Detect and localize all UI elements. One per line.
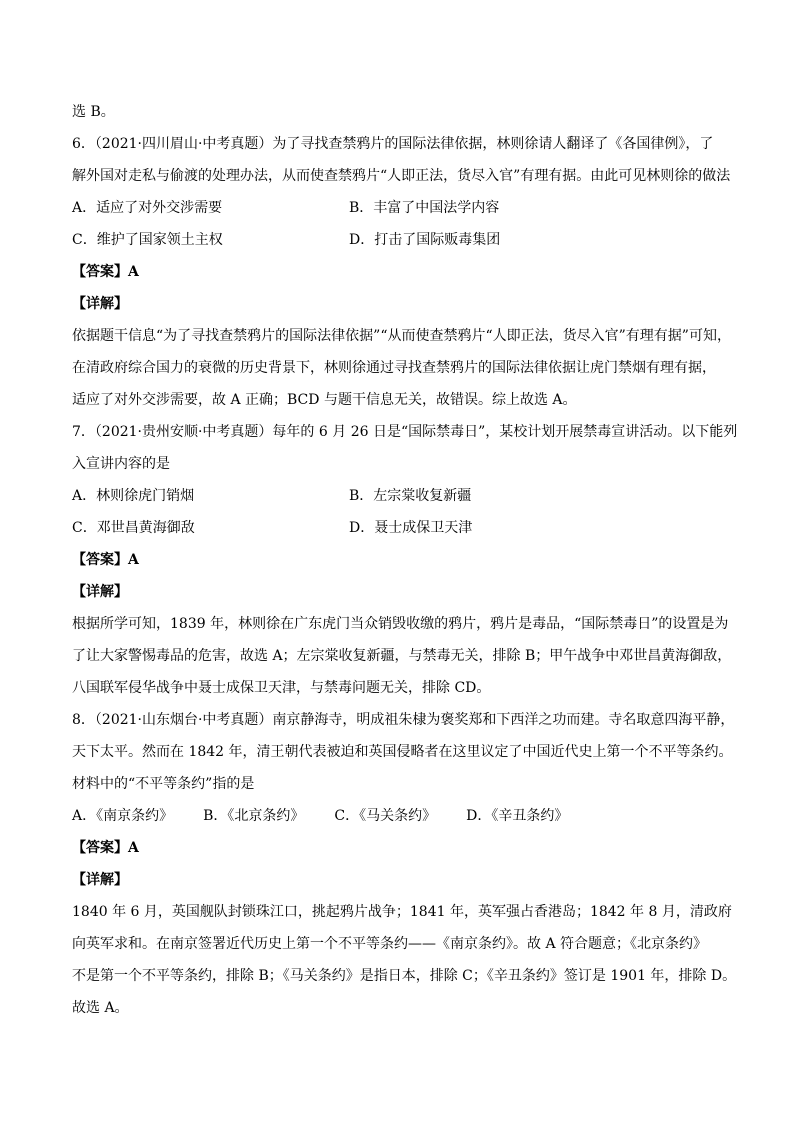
prev-answer-tail: 选 B。 xyxy=(72,104,115,120)
answer-label: 【答案】A xyxy=(72,552,139,568)
option-d: D．聂士成保卫天津 xyxy=(349,520,473,536)
option-b: B．丰富了中国法学内容 xyxy=(349,200,500,216)
option-a: A．《南京条约》 xyxy=(72,808,174,824)
options-row xyxy=(72,800,722,832)
option-b: B．左宗棠收复新疆 xyxy=(349,488,472,504)
question-7 xyxy=(72,416,738,704)
detail-line: 1840 年 6 月，英国舰队封锁珠江口，挑起鸦片战争；1841 年，英军强占香港岛；1842 年 8 月，清政府 xyxy=(72,904,732,920)
question-stem-line: 解外国对走私与偷渡的处理办法，从而使查禁鸦片“人即正法，货尽入官”有理有据。由此可见林则徐的做法 xyxy=(72,168,731,184)
options-row xyxy=(72,224,722,256)
detail-line: 不是第一个不平等条约，排除 B；《马关条约》是指日本，排除 C；《辛丑条约》签订是 1901 年，排除 D。 xyxy=(72,968,737,984)
detail-line: 根据所学可知，1839 年，林则徐在广东虎门当众销毁收缴的鸦片，鸦片是毒品，“国际禁毒日”的设置是为 xyxy=(72,616,729,632)
detail-line: 向英军求和。在南京签署近代历史上第一个不平等条约——《南京条约》。故 A 符合题意；《北京条约》 xyxy=(72,936,708,952)
question-stem-line: 材料中的“不平等条约”指的是 xyxy=(72,776,255,792)
question-stem-line: 7．（2021·贵州安顺·中考真题）每年的 6 月 26 日是“国际禁毒日”，某校计划开展禁毒宣讲活动。以下能列 xyxy=(72,424,738,440)
detail-line: 依据题干信息“为了寻找查禁鸦片的国际法律依据”“从而使查禁鸦片“人即正法，货尽入官”有理有据”可知， xyxy=(72,328,731,344)
option-c: C．邓世昌黄海御敌 xyxy=(72,520,195,536)
detail-line: 在清政府综合国力的衰微的历史背景下，林则徐通过寻找查禁鸦片的国际法律依据让虎门禁烟有理有据， xyxy=(72,360,716,376)
detail-line: 适应了对外交涉需要，故 A 正确；BCD 与题干信息无关，故错误。综上故选 A。 xyxy=(72,392,577,408)
question-stem-line: 6．（2021·四川眉山·中考真题）为了寻找查禁鸦片的国际法律依据，林则徐请人翻译了《各国律例》，了 xyxy=(72,136,714,152)
detail-line: 八国联军侵华战争中聂士成保卫天津，与禁毒问题无关，排除 CD。 xyxy=(72,680,491,696)
option-c: C．维护了国家领土主权 xyxy=(72,232,223,248)
question-6 xyxy=(72,128,731,416)
question-stem-line: 入宣讲内容的是 xyxy=(72,456,170,472)
question-stem-line: 天下太平。然而在 1842 年，清王朝代表被迫和英国侵略者在这里议定了中国近代史上第一个不平等条约。 xyxy=(72,744,733,760)
detail-label: 【详解】 xyxy=(72,872,128,888)
option-d: D．《辛丑条约》 xyxy=(466,808,569,824)
detail-label: 【详解】 xyxy=(72,584,128,600)
option-a: A．适应了对外交涉需要 xyxy=(72,200,223,216)
question-stem-line: 8．（2021·山东烟台·中考真题）南京静海寺，明成祖朱棣为褒奖郑和下西洋之功而建。寺名取意四海平静， xyxy=(72,712,735,728)
detail-line: 了让大家警惕毒品的危害，故选 A；左宗棠收复新疆，与禁毒无关，排除 B；甲午战争中邓世昌黄海御敌， xyxy=(72,648,732,664)
answer-label: 【答案】A xyxy=(72,264,139,280)
option-b: B．《北京条约》 xyxy=(203,808,305,824)
option-d: D．打击了国际贩毒集团 xyxy=(349,232,501,248)
option-a: A．林则徐虎门销烟 xyxy=(72,488,195,504)
options-row xyxy=(72,512,722,544)
detail-line: 故选 A。 xyxy=(72,1000,129,1016)
detail-label: 【详解】 xyxy=(72,296,128,312)
document-page xyxy=(72,96,738,1024)
options-row xyxy=(72,480,722,512)
answer-label: 【答案】A xyxy=(72,840,139,856)
options-row xyxy=(72,192,722,224)
question-8 xyxy=(72,704,737,1024)
option-c: C．《马关条约》 xyxy=(334,808,437,824)
